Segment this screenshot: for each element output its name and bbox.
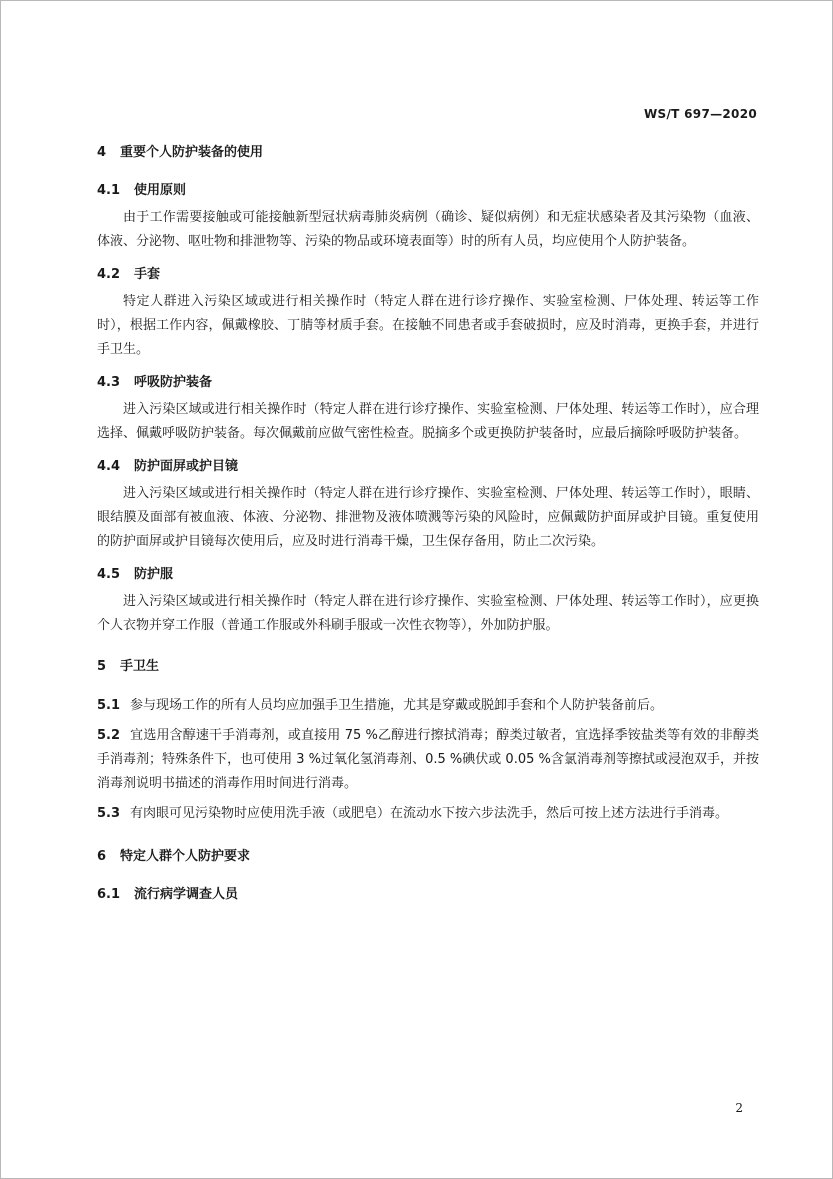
section-title: 重要个人防护装备的使用 bbox=[120, 145, 264, 160]
section-4-heading bbox=[97, 142, 759, 164]
subsection-title: 使用原则 bbox=[134, 183, 187, 198]
list-item bbox=[97, 694, 759, 718]
list-item bbox=[97, 802, 759, 826]
section-number: 5 bbox=[97, 659, 107, 674]
item-number: 5.2 bbox=[97, 728, 121, 743]
subsection-4-3-text: 进入污染区域或进行相关操作时（特定人群在进行诊疗操作、实验室检测、尸体处理、转运等工作时），应合理选择、佩戴呼吸防护装备。每次佩戴前应做气密性检查。脱摘多个或更换防护装备时，应最后摘除呼吸防护装备。 bbox=[97, 402, 759, 441]
subsection-title: 手套 bbox=[134, 267, 161, 282]
standard-code: WS/T 697—2020 bbox=[644, 107, 757, 121]
subsection-4-2-text: 特定人群进入污染区域或进行相关操作时（特定人群在进行诊疗操作、实验室检测、尸体处理、转运等工作时），根据工作内容，佩戴橡胶、丁腈等材质手套。在接触不同患者或手套破损时，应及时消毒，更换手套，并进行手卫生。 bbox=[97, 294, 759, 357]
section-6-heading bbox=[97, 846, 759, 868]
subsection-title: 防护服 bbox=[134, 567, 174, 582]
section-title: 特定人群个人防护要求 bbox=[120, 849, 251, 864]
subsection-number: 4.2 bbox=[97, 267, 121, 282]
item-number: 5.3 bbox=[97, 806, 121, 821]
subsection-title: 呼吸防护装备 bbox=[134, 375, 213, 390]
section-5-heading bbox=[97, 656, 759, 678]
section-number: 4 bbox=[97, 145, 107, 160]
subsection-4-1-text: 由于工作需要接触或可能接触新型冠状病毒肺炎病例（确诊、疑似病例）和无症状感染者及其污染物（血液、体液、分泌物、呕吐物和排泄物等、污染的物品或环境表面等）时的所有人员，均应使用个人防护装备。 bbox=[97, 210, 759, 249]
section-title: 手卫生 bbox=[120, 659, 160, 674]
subsection-4-4-heading bbox=[97, 456, 759, 478]
subsection-title: 流行病学调查人员 bbox=[134, 887, 239, 902]
item-text: 参与现场工作的所有人员均应加强手卫生措施，尤其是穿戴或脱卸手套和个人防护装备前后。 bbox=[130, 698, 664, 713]
subsection-number: 4.3 bbox=[97, 375, 121, 390]
subsection-4-3-heading bbox=[97, 372, 759, 394]
list-item bbox=[97, 724, 759, 796]
subsection-4-5-text: 进入污染区域或进行相关操作时（特定人群在进行诊疗操作、实验室检测、尸体处理、转运等工作时），应更换个人衣物并穿工作服（普通工作服或外科刷手服或一次性衣物等），外加防护服。 bbox=[97, 594, 759, 633]
item-text: 有肉眼可见污染物时应使用洗手液（或肥皂）在流动水下按六步法洗手，然后可按上述方法进行手消毒。 bbox=[130, 806, 729, 821]
page-number: 2 bbox=[735, 1101, 743, 1115]
subsection-4-1-heading bbox=[97, 180, 759, 202]
section-number: 6 bbox=[97, 849, 107, 864]
subsection-4-4-text: 进入污染区域或进行相关操作时（特定人群在进行诊疗操作、实验室检测、尸体处理、转运等工作时），眼睛、眼结膜及面部有被血液、体液、分泌物、排泄物及液体喷溅等污染的风险时，应佩戴防护面屏或护目镜。重复使用的防护面屏或护目镜每次使用后，应及时进行消毒干燥，卫生保存备用，防止二次污染。 bbox=[97, 486, 759, 549]
item-number: 5.1 bbox=[97, 698, 121, 713]
page-content bbox=[97, 142, 759, 906]
item-text: 宜选用含醇速干手消毒剂，或直接用 75 %乙醇进行擦拭消毒；醇类过敏者，宜选择季铵盐类等有效的非醇类手消毒剂；特殊条件下，也可使用 3 %过氧化氢消毒剂、0.5 %碘伏或 0.05 %含氯消毒剂等擦拭或浸泡双手，并按消毒剂说明书描述的消毒作用时间进行消毒。 bbox=[97, 728, 759, 791]
subsection-4-5-heading bbox=[97, 564, 759, 586]
subsection-number: 4.4 bbox=[97, 459, 121, 474]
subsection-4-2-heading bbox=[97, 264, 759, 286]
subsection-title: 防护面屏或护目镜 bbox=[134, 459, 239, 474]
subsection-number: 6.1 bbox=[97, 887, 121, 902]
subsection-6-1-heading bbox=[97, 884, 759, 906]
subsection-number: 4.1 bbox=[97, 183, 121, 198]
subsection-number: 4.5 bbox=[97, 567, 121, 582]
